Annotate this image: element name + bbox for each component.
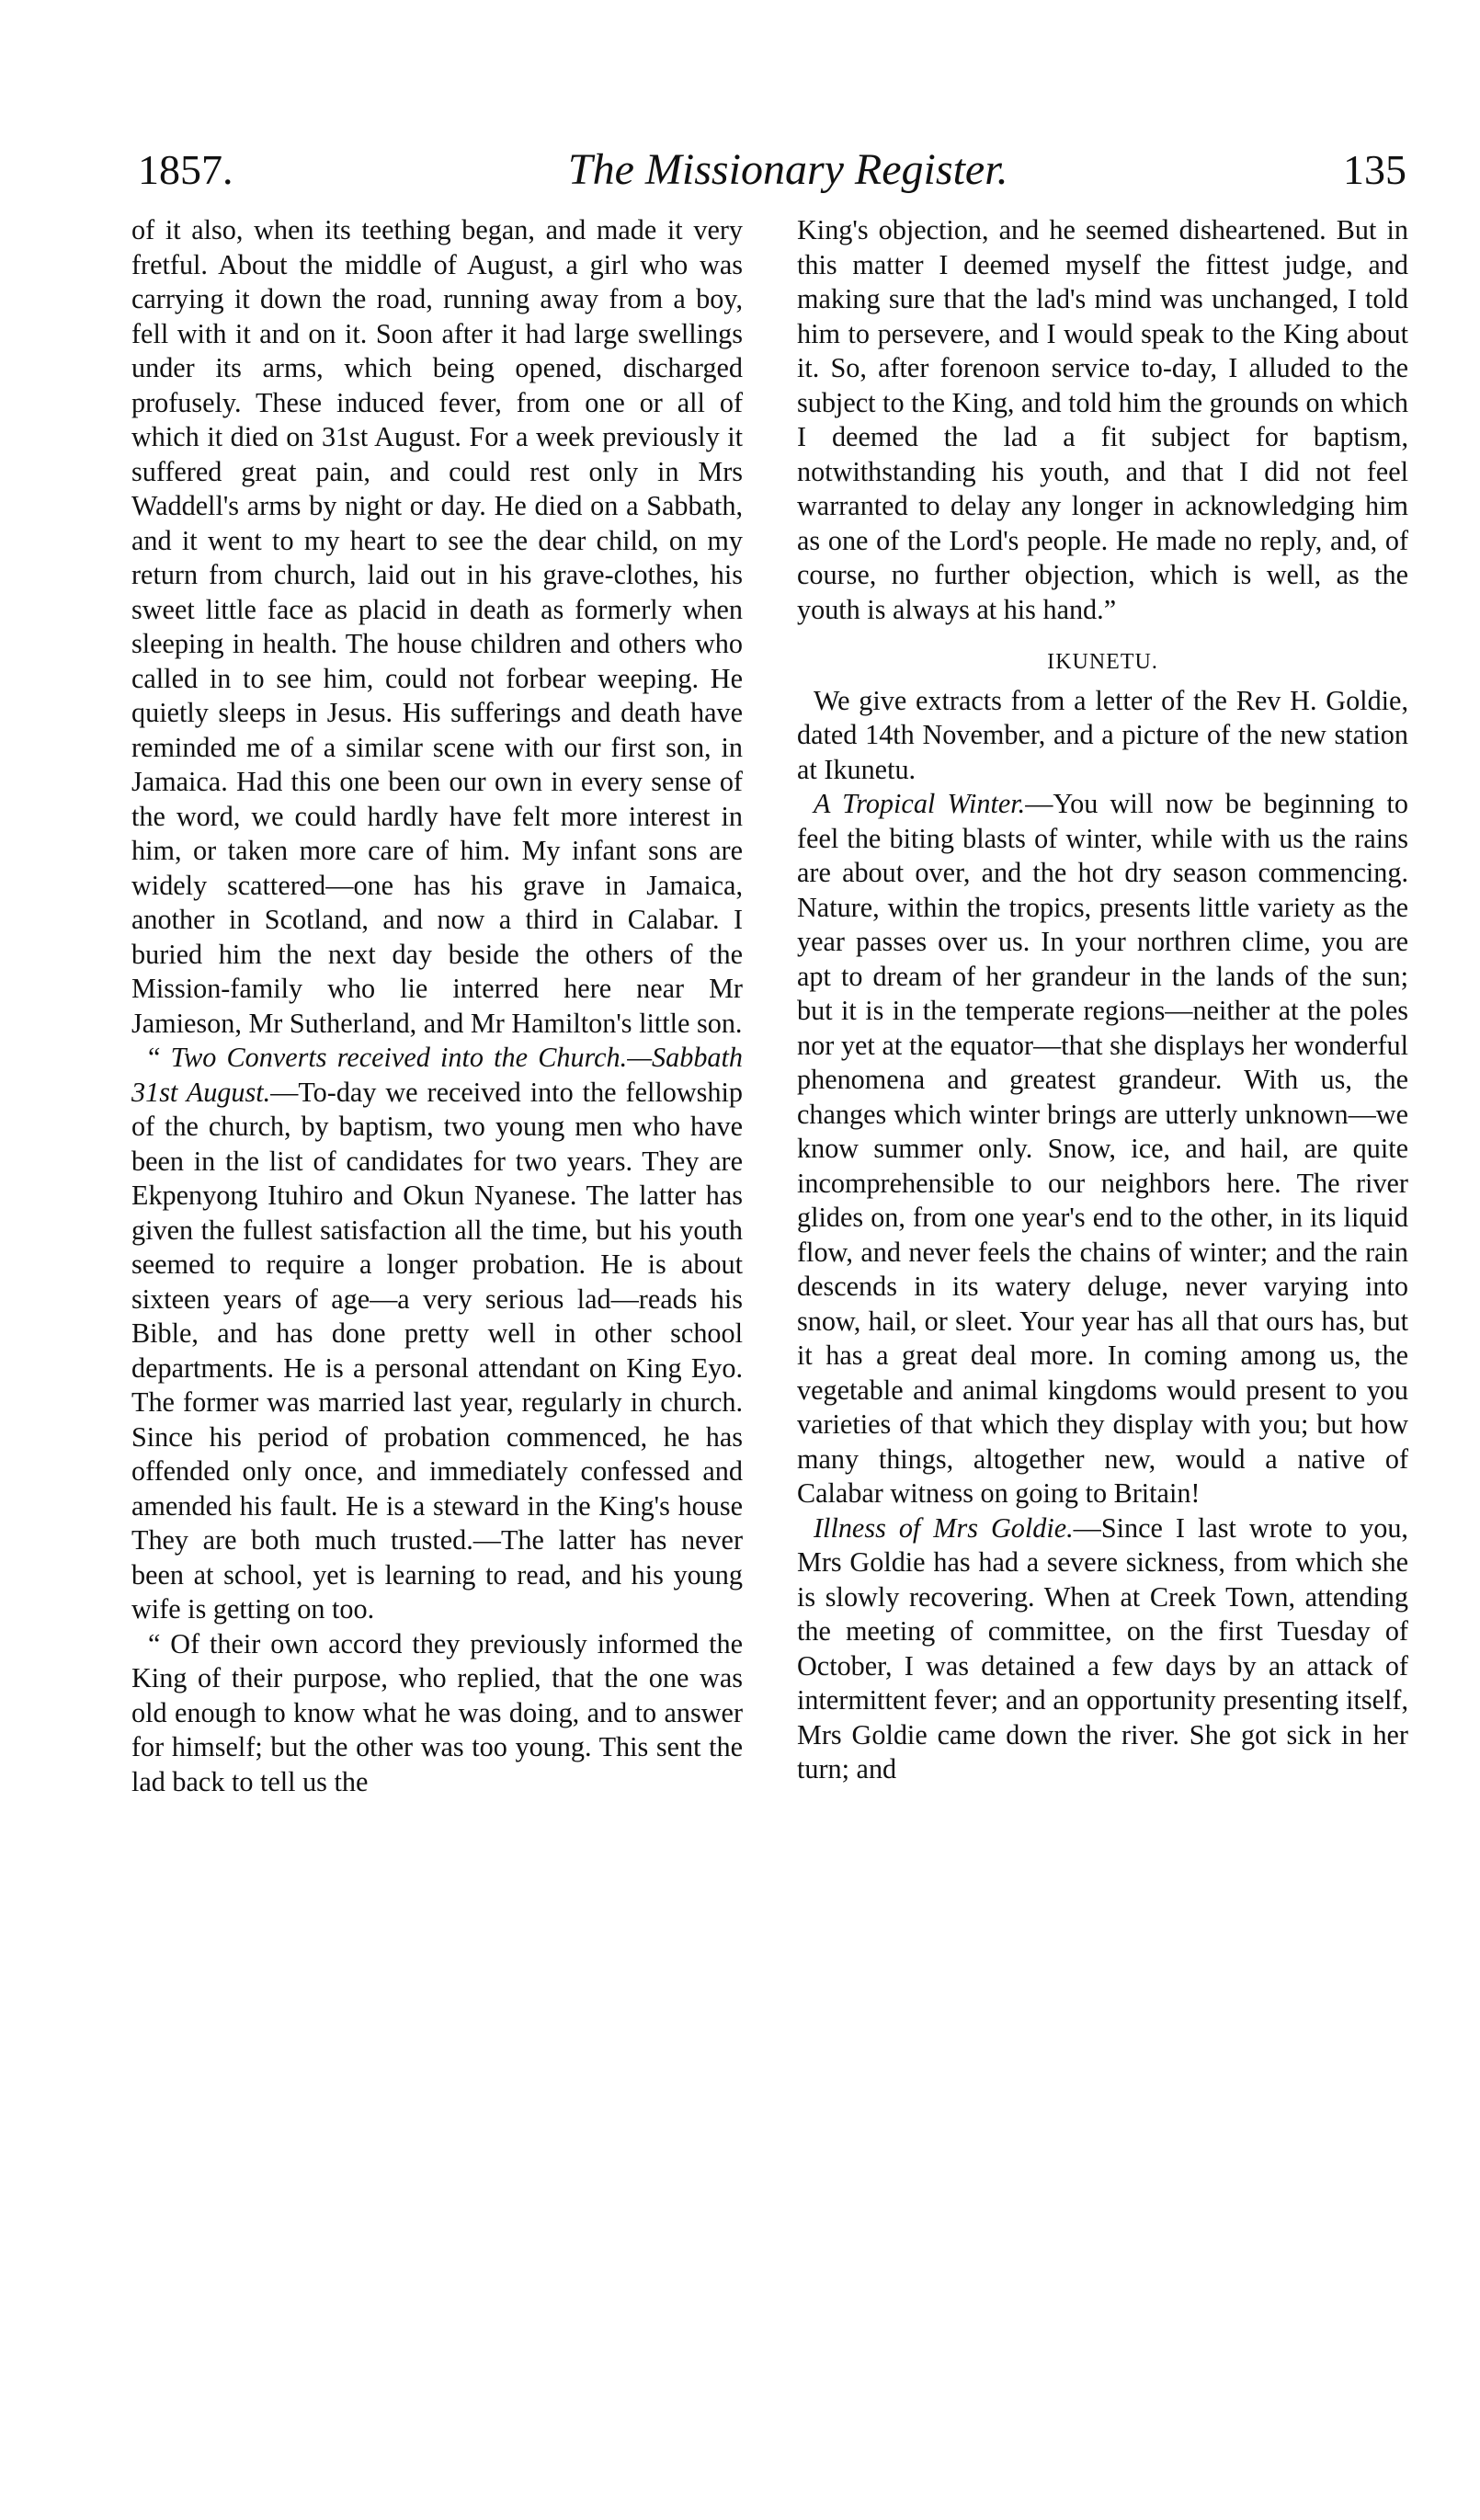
- left-paragraph-3: “ Of their own accord they previously informed the King of their purpose, who replied, that the one was old enough to know what he was doing, and to answer for himself; but the other was too young. This sent the lad back to tell us the: [131, 1627, 743, 1797]
- illness-heading: Illness of Mrs Goldie.: [814, 1511, 1074, 1544]
- open-quote: “: [148, 1042, 171, 1073]
- illness-body: —Since I last wrote to you, Mrs Goldie has had a severe sickness, from which she is slowly recovering. When at Creek Town, attending the meeting of committee, on the first Tuesday of October, I was detained a few days by an attack of intermittent fever; and an opportunity presenting itself, Mrs Goldie came down the river. She got sick in her turn; and: [797, 1511, 1408, 1785]
- left-paragraph-1: of it also, when its teething began, and made it very fretful. About the middle of August, a girl who was carrying it down the road, running away from a boy, fell with it and on it. Soon after it had large swellings under its arms, which being opened, discharged profusely. These induced fever, from one or all of which it died on 31st August. For a week previously it suffered great pain, and could rest only in Mrs Waddell's arms by night or day. He died on a Sabbath, and it went to my heart to see the dear child, on my return from church, laid out in his grave-clothes, his sweet little face as placid in death as formerly when sleeping in health. The house children and others who called in to see him, could not forbear weeping. He quietly sleeps in Jesus. His sufferings and death have reminded me of a similar scene with our first son, in Jamaica. Had this one been our own in every sense of the word, we could hardly have felt more interest in him, or taken more care of him. My infant sons are widely scattered—one has his grave in Jamaica, another in Scotland, and now a third in Calabar. I buried him the next day beside the others of the Mission-family who lie interred here near Mr Jamieson, Mr Sutherland, and Mr Hamilton's little son.: [131, 214, 743, 1039]
- right-paragraph-winter: [797, 787, 1408, 1511]
- winter-body: —You will now be beginning to feel the biting blasts of winter, while with us the rains are about over, and the hot dry season commencing. Nature, within the tropics, presents little variety as the year passes over us. In your northren clime, you are apt to dream of her grandeur in the lands of the sun; but it is in the temperate regions—neither at the poles nor yet at the equator—that she displays her wonderful phenomena and greatest grandeur. With us, the changes which winter brings are utterly unknown—we know summer only. Snow, ice, and hail, are quite incomprehensible to our neighbors here. The river glides on, from one year's end to the other, in its liquid flow, and never feels the chains of winter; and the rain descends in its watery deluge, never varying into snow, hail, or sleet. Your year has all that ours has, but it has a great deal more. In coming among us, the vegetable and animal kingdoms would present to you varieties of that which they display with you; but how many things, altogether new, would a native of Calabar witness on going to Britain!: [797, 788, 1409, 1509]
- converts-body: —To-day we received into the fellowship of the church, by baptism, two young men who have been in the list of candidates for two years. They are Ekpenyong Ituhiro and Okun Nyanese. The latter has given the fullest satisfaction all the time, but his youth seemed to require a longer probation. He is about sixteen years of age—a very serious lad—reads his Bible, and has done pretty well in other school departments. He is a personal attendant on King Eyo. The former was married last year, regularly in church. Since his period of probation commenced, he has offended only once, and immediately confessed and amended his fault. He is a steward in the King's house They are both much trusted.—The latter has never been at school, yet is learning to read, and his young wife is getting on too.: [131, 1076, 743, 1625]
- left-paragraph-2: [131, 1041, 743, 1627]
- page-header: [138, 138, 1406, 202]
- right-paragraph-intro: We give extracts from a letter of the Rev H. Goldie, dated 14th November, and a picture of the new station at Ikunetu.: [797, 684, 1408, 785]
- header-year: 1857.: [138, 146, 233, 193]
- right-column: [797, 213, 1408, 1787]
- header-page-number: 135: [1342, 146, 1406, 193]
- left-column: [131, 213, 743, 1799]
- section-title-ikunetu: IKUNETU.: [1047, 650, 1158, 674]
- right-paragraph-1: King's objection, and he seemed disheartened. But in this matter I deemed myself the fittest judge, and making sure that the lad's mind was unchanged, I told him to persevere, and I would speak to the King about it. So, after forenoon service to-day, I alluded to the subject to the King, and told him the grounds on which I deemed the lad a fit subject for baptism, notwithstanding his youth, and that I did not feel warranted to delay any longer in acknowledging him as one of the Lord's people. He made no reply, and, of course, no further objection, which is well, as the youth is always at his hand.”: [797, 214, 1408, 625]
- converts-heading: Two Converts received into the Church.—Sabbath 31st August.: [131, 1042, 743, 1108]
- right-paragraph-illness: [797, 1511, 1408, 1787]
- header-journal-title: The Missionary Register.: [567, 145, 1008, 194]
- winter-heading: A Tropical Winter.: [814, 788, 1026, 819]
